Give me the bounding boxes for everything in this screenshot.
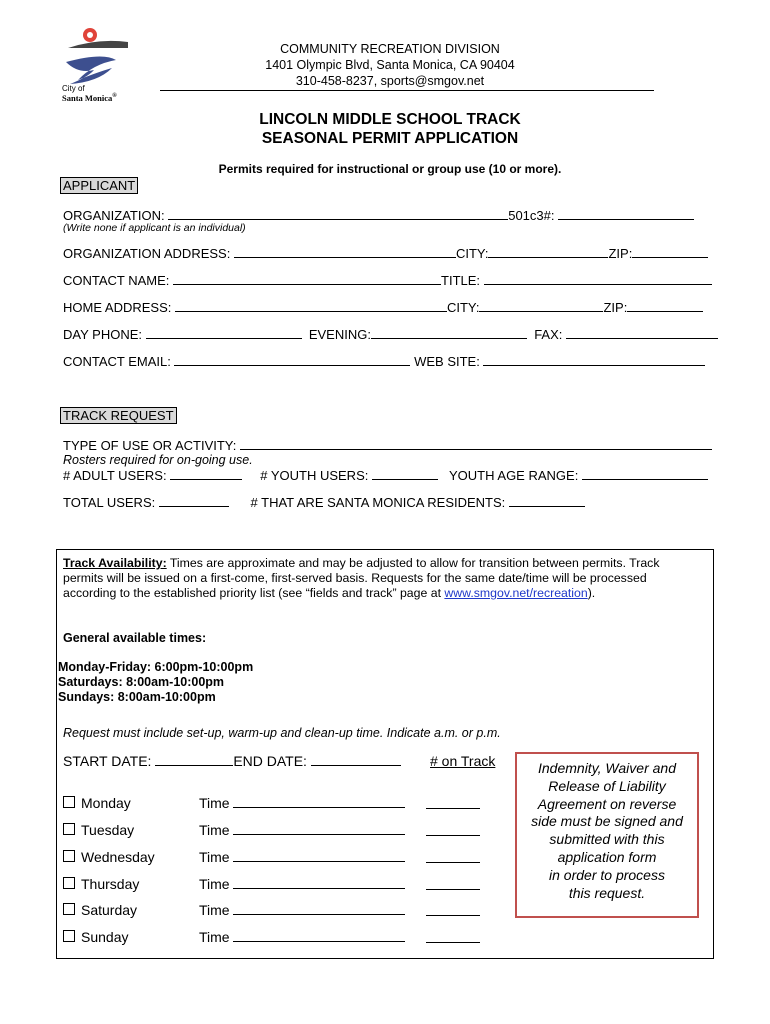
adult-users-field[interactable]	[170, 468, 242, 480]
web-site-field[interactable]	[483, 354, 705, 366]
day-label: Thursday	[81, 876, 140, 892]
org-zip-field[interactable]	[632, 246, 708, 258]
day-row	[63, 929, 197, 945]
division-name: COMMUNITY RECREATION DIVISION	[280, 42, 500, 56]
youth-age-range-field[interactable]	[582, 468, 708, 480]
general-times-label: General available times:	[63, 631, 207, 645]
youth-users-field[interactable]	[372, 468, 438, 480]
org-address-row: ORGANIZATION ADDRESS: CITY: ZIP:	[63, 246, 708, 261]
recreation-link[interactable]: www.smgov.net/recreation	[444, 586, 588, 600]
residents-field[interactable]	[509, 495, 585, 507]
email-row: CONTACT EMAIL: WEB SITE:	[63, 354, 705, 369]
division-address: 1401 Olympic Blvd, Santa Monica, CA 90404	[265, 58, 515, 72]
home-city-field[interactable]	[479, 300, 603, 312]
track-request-section-label: TRACK REQUEST	[60, 407, 177, 424]
day-row	[63, 876, 197, 892]
header-rule	[160, 90, 654, 91]
day-time-field[interactable]	[233, 929, 405, 942]
day-label: Tuesday	[81, 822, 135, 838]
day-label: Monday	[81, 795, 131, 811]
day-on-track-field[interactable]	[426, 915, 480, 916]
day-time-field[interactable]	[233, 902, 405, 915]
organization-field[interactable]	[168, 208, 508, 220]
day-time-field[interactable]	[233, 876, 405, 889]
phone-row: DAY PHONE: EVENING: FAX:	[63, 327, 718, 342]
totals-row: TOTAL USERS: # THAT ARE SANTA MONICA RESIDENTS:	[63, 495, 585, 510]
logo-city-of: City of	[62, 84, 85, 93]
day-label: Wednesday	[81, 849, 155, 865]
day-time-row: Time	[199, 795, 405, 811]
contact-name-field[interactable]	[173, 273, 441, 285]
day-label: Saturday	[81, 902, 138, 918]
org-city-field[interactable]	[488, 246, 608, 258]
home-zip-field[interactable]	[627, 300, 703, 312]
home-address-row: HOME ADDRESS: CITY: ZIP:	[63, 300, 703, 315]
day-checkbox[interactable]	[63, 877, 75, 889]
day-time-field[interactable]	[233, 822, 405, 835]
day-row	[63, 849, 197, 865]
day-checkbox[interactable]	[63, 930, 75, 942]
time-saturday: Saturdays: 8:00am-10:00pm	[58, 675, 225, 689]
time-weekday: Monday-Friday: 6:00pm-10:00pm	[58, 660, 254, 674]
division-contact: 310-458-8237, sports@smgov.net	[295, 74, 485, 88]
day-on-track-field[interactable]	[426, 942, 480, 943]
on-track-header: # on Track	[430, 753, 496, 769]
availability-text: Track Availability: Times are approximate and may be adjusted to allow for transition between permits. Track permits will be issued on a first-come, first-served basis. Requests for the same date/time will be processed according to the established priority list (see “fields and track” page at www.smgov.net/recreation).	[63, 556, 660, 600]
contact-name-row: CONTACT NAME: TITLE:	[63, 273, 712, 288]
day-checkbox[interactable]	[63, 796, 75, 808]
total-users-field[interactable]	[159, 495, 229, 507]
day-label: Sunday	[81, 929, 129, 945]
evening-phone-field[interactable]	[371, 327, 527, 339]
youth-age-range-row: YOUTH AGE RANGE:	[449, 468, 708, 483]
end-date-field[interactable]	[311, 753, 401, 766]
501c3-field[interactable]	[558, 208, 694, 220]
home-address-field[interactable]	[175, 300, 447, 312]
form-subtitle: Permits required for instructional or group use (10 or more).	[218, 162, 562, 176]
day-time-row: Time	[199, 822, 405, 838]
availability-heading: Track Availability:	[63, 556, 167, 570]
day-on-track-field[interactable]	[426, 889, 480, 890]
logo-city-name: Santa Monica®	[62, 93, 117, 103]
day-time-row: Time	[199, 849, 405, 865]
rosters-note: Rosters required for on-going use.	[63, 453, 253, 467]
contact-title-field[interactable]	[484, 273, 712, 285]
day-checkbox[interactable]	[63, 823, 75, 835]
type-of-use-field[interactable]	[240, 438, 712, 450]
day-on-track-field[interactable]	[426, 835, 480, 836]
times-list	[58, 660, 253, 705]
day-checkbox[interactable]	[63, 903, 75, 915]
users-row: # ADULT USERS: # YOUTH USERS:	[63, 468, 438, 483]
applicant-section-label: APPLICANT	[60, 177, 138, 194]
organization-row: ORGANIZATION: 501c3#:	[63, 208, 694, 223]
form-title-line2: SEASONAL PERMIT APPLICATION	[261, 130, 519, 147]
day-time-row: Time	[199, 902, 405, 918]
day-time-row: Time	[199, 876, 405, 892]
day-time-field[interactable]	[233, 849, 405, 862]
type-of-use-row: TYPE OF USE OR ACTIVITY:	[63, 438, 712, 453]
day-row	[63, 902, 197, 918]
org-address-field[interactable]	[234, 246, 456, 258]
start-date-field[interactable]	[155, 753, 233, 766]
day-checkbox[interactable]	[63, 850, 75, 862]
day-on-track-field[interactable]	[426, 862, 480, 863]
day-phone-field[interactable]	[146, 327, 302, 339]
indemnity-text: Indemnity, Waiver and Release of Liability Agreement on reverse side must be signed and submitted with this application form in order to process this request.	[531, 760, 683, 901]
day-on-track-field[interactable]	[426, 808, 480, 809]
dates-row: START DATE: END DATE:	[63, 753, 401, 769]
request-note: Request must include set-up, warm-up and clean-up time. Indicate a.m. or p.m.	[63, 726, 501, 740]
day-time-field[interactable]	[233, 795, 405, 808]
fax-field[interactable]	[566, 327, 718, 339]
city-logo	[58, 22, 148, 104]
contact-email-field[interactable]	[174, 354, 410, 366]
organization-note: (Write none if applicant is an individual)	[63, 222, 246, 234]
day-time-row: Time	[199, 929, 405, 945]
time-sunday: Sundays: 8:00am-10:00pm	[58, 690, 216, 704]
day-row	[63, 822, 197, 838]
day-row	[63, 795, 197, 811]
form-title-line1: LINCOLN MIDDLE SCHOOL TRACK	[259, 111, 521, 128]
